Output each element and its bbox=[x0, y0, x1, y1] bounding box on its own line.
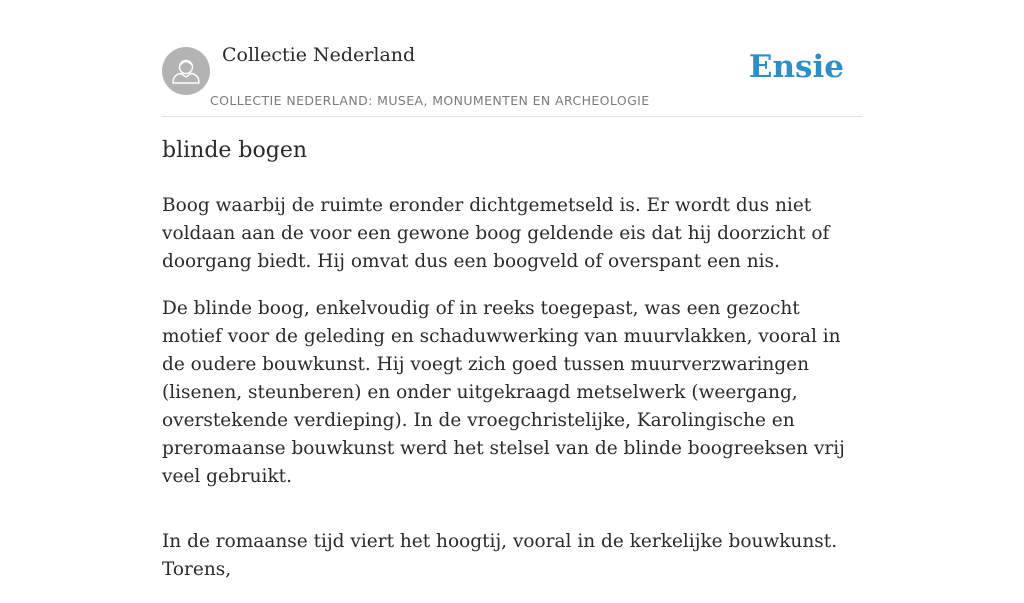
author-subtitle: COLLECTIE NEDERLAND: MUSEA, MONUMENTEN EN ARCHEOLOGIE bbox=[210, 93, 650, 108]
article-paragraph: In de romaanse tijd viert het hoogtij, vooral in de kerkelijke bouwkunst. Torens, bbox=[162, 531, 838, 580]
avatar[interactable] bbox=[162, 47, 210, 95]
article-paragraph: De blinde boog, enkelvoudig of in reeks toegepast, was een gezocht motief voor de geleding en schaduwwerking van muurvlakken, vooral in de oudere bouwkunst. Hij voegt zich goed tussen muurverzwaringen (lisenen, steunberen) en onder uitgekraagd metselwerk (weergang, overstekende verdieping). In de vroegchristelijke, Karolingische en preromaanse bouwkunst werd het stelsel van de blinde boogreeksen vrij veel gebruikt. bbox=[162, 298, 845, 487]
article-body bbox=[162, 192, 862, 603]
user-icon bbox=[162, 47, 210, 95]
header bbox=[162, 0, 862, 117]
brand-logo[interactable]: Ensie bbox=[748, 49, 844, 85]
page-title: blinde bogen bbox=[162, 138, 308, 163]
author-name[interactable]: Collectie Nederland bbox=[222, 44, 416, 66]
article-paragraph: Boog waarbij de ruimte eronder dichtgemetseld is. Er wordt dus niet voldaan aan de voor een gewone boog geldende eis dat hij doorzicht of doorgang biedt. Hij omvat dus een boogveld of overspant een nis. bbox=[162, 195, 830, 272]
